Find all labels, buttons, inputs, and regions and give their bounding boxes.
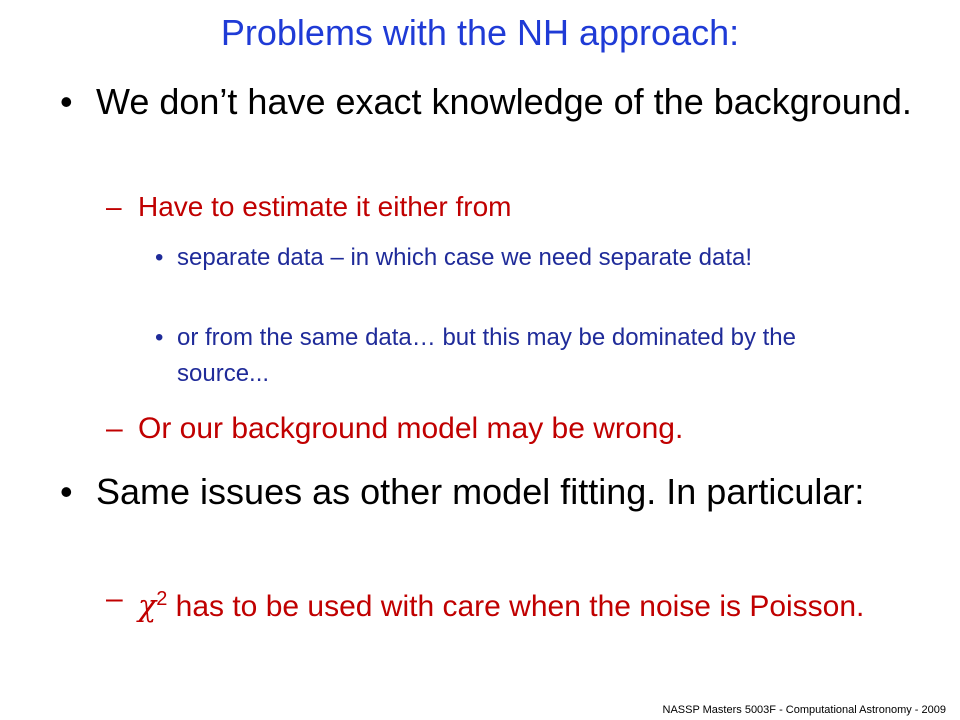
bullet-text: We don’t have exact knowledge of the background.: [96, 81, 912, 122]
subbullet-estimate: [106, 188, 906, 226]
superscript-two: 2: [156, 588, 168, 610]
bullet-same-issues: [60, 470, 920, 514]
slide-title: Problems with the NH approach:: [220, 12, 740, 53]
subbullet-text: Have to estimate it either from: [138, 191, 512, 222]
subsubbullet-same-data: [155, 320, 875, 392]
dash-marker: –: [106, 582, 123, 615]
subsubbullet-text: or from the same data… but this may be dominated by the source...: [177, 324, 796, 387]
bullet-marker: •: [60, 81, 73, 122]
subbullet-text: Or our background model may be wrong.: [138, 412, 684, 445]
subsubbullet-text: separate data – in which case we need separate data!: [177, 244, 753, 271]
bullet-background-knowledge: [60, 80, 920, 124]
bullet-marker: •: [155, 324, 164, 351]
bullet-text: Same issues as other model fitting. In particular:: [96, 471, 865, 512]
bullet-marker: •: [155, 244, 164, 271]
subsubbullet-separate-data: [155, 240, 875, 276]
subbullet-chi-squared: [106, 578, 906, 628]
dash-marker: –: [106, 412, 123, 445]
bullet-marker: •: [60, 471, 73, 512]
chi-symbol: χ: [138, 589, 157, 624]
subbullet-model-wrong: [106, 410, 906, 448]
chi-text: has to be used with care when the noise is Poisson.: [167, 590, 865, 623]
slide-footer: NASSP Masters 5003F - Computational Astronomy - 2009: [662, 704, 946, 716]
subbullet-text: [138, 578, 906, 628]
dash-marker: –: [106, 191, 122, 222]
